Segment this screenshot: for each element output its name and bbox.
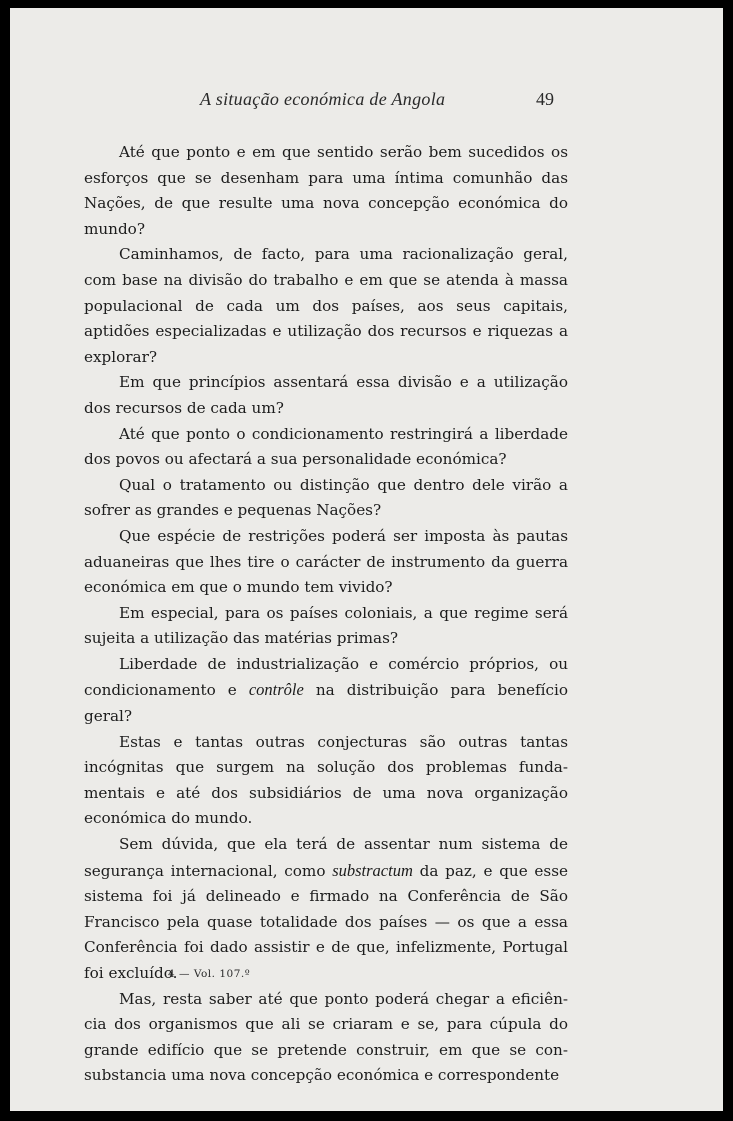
book-page [10,8,723,1111]
page-number: 49 [536,89,554,109]
printer-signature: 4 — Vol. 107.º [168,968,251,980]
running-header [10,84,723,114]
paragraph: Até que ponto o condicionamento restringirá a liberdade dos povos ou afectará a sua personalidade económica? [84,424,568,469]
running-title: A situação económica de Angola [200,89,446,109]
text-span: Sem dúvida, que ela terá de assentar num sistema de segurança internacional, como [84,835,568,880]
paragraph: Que espécie de restrições poderá ser imposta às pautas aduaneiras que lhes tire o carácter de instrumento da guerra económica em que o mundo tem vivido? [84,526,568,597]
paragraph [84,652,568,730]
paragraph: Caminhamos, de facto, para uma racionalização geral, com base na divisão do trabalho e em que se atenda à massa populacional de cada um dos países, aos seus capitais, aptidões especializadas e utilização dos recursos e riquezas a explorar? [84,245,568,366]
paragraph: Mas, resta saber até que ponto poderá chegar a eficiência dos organismos que ali se criaram e se, para cúpula do grande edifício que se pretende construir, em que se consubstancia uma nova concepção económica e correspondente [84,989,568,1085]
paragraph: Até que ponto e em que sentido serão bem sucedidos os esforços que se desenham para uma íntima comunhão das Nações, de que resulte uma nova concepção económica do mundo? [84,143,568,238]
paragraph: Estas e tantas outras conjecturas são outras tantas incógnitas que surgem na solução dos problemas fundamentais e até dos subsidiários de uma nova organização económica do mundo. [84,732,568,828]
italic-term: substractum [332,860,413,880]
paragraph: Qual o tratamento ou distinção que dentro dele virão a sofrer as grandes e pequenas Nações? [84,475,568,520]
paragraph: Em especial, para os países coloniais, a que regime será sujeita a utilização das matérias primas? [84,603,568,648]
paragraph [84,832,568,987]
paragraph: Em que princípios assentará essa divisão e a utilização dos recursos de cada um? [84,373,568,417]
body-text [84,140,568,1089]
text-span: Liberdade de industrialização e comércio próprios, ou condicionamento e [84,654,568,700]
text-span: da paz, e que esse sistema foi já delineado e firmado na Conferência de São Francisco pela quase totalidade dos países — os que a essa Conferência foi dado assistir e de que, infelizmente, Portugal foi excluído. [84,861,568,982]
text-span: na distribuição para benefício geral? [84,681,568,726]
italic-term: contrôle [248,680,304,700]
